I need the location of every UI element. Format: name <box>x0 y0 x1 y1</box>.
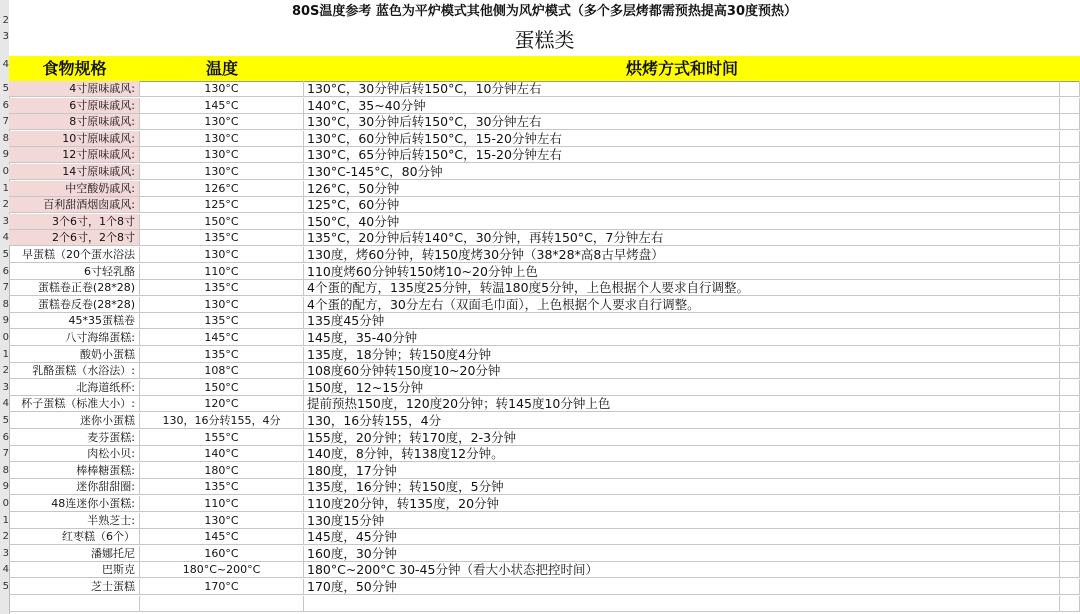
food-cell[interactable]: 芝士蛋糕 <box>9 579 140 595</box>
food-cell[interactable]: 迷你小蛋糕 <box>9 413 140 429</box>
row-number[interactable]: 5 <box>2 250 9 260</box>
empty-cell[interactable] <box>1060 396 1080 412</box>
empty-cell[interactable] <box>1060 164 1080 180</box>
row-number[interactable]: 4 <box>2 565 9 576</box>
temperature-cell[interactable]: 140°C <box>140 446 304 462</box>
temperature-cell[interactable]: 150°C <box>140 380 304 396</box>
empty-cell[interactable] <box>1060 546 1080 562</box>
row-number[interactable]: 4 <box>2 60 9 70</box>
row-number[interactable]: 9 <box>2 316 9 327</box>
empty-cell[interactable] <box>1060 446 1080 462</box>
row-number[interactable]: 8 <box>2 133 9 144</box>
method-cell[interactable]: 110度烤60分钟转150烤10~20分钟上色 <box>304 264 1060 280</box>
food-cell[interactable]: 杯子蛋糕（标准大小）: <box>9 396 140 412</box>
method-cell[interactable]: 130°C，30分钟后转150°C，10分钟左右 <box>304 81 1060 97</box>
food-cell[interactable]: 红枣糕（6个） <box>9 529 140 545</box>
row-number[interactable]: 5 <box>2 582 9 592</box>
method-cell[interactable]: 140°C，35~40分钟 <box>304 98 1060 114</box>
row-number[interactable]: 9 <box>2 150 9 161</box>
temperature-cell[interactable]: 130°C <box>140 247 304 263</box>
method-cell[interactable]: 126°C，50分钟 <box>304 181 1060 197</box>
food-cell[interactable]: 百利甜酒烟囱戚风: <box>9 197 140 213</box>
method-cell[interactable]: 130，16分转155，4分 <box>304 413 1060 429</box>
empty-cell[interactable] <box>1060 596 1080 612</box>
method-cell[interactable]: 110度20分钟，转135度，20分钟 <box>304 496 1060 512</box>
empty-cell[interactable] <box>1060 513 1080 529</box>
temperature-cell[interactable]: 135°C <box>140 347 304 363</box>
temperature-cell[interactable]: 170°C <box>140 579 304 595</box>
temperature-cell[interactable]: 110°C <box>140 264 304 280</box>
empty-cell[interactable] <box>1060 463 1080 479</box>
temperature-cell[interactable]: 155°C <box>140 430 304 446</box>
header-baking-method[interactable]: 烘烤方式和时间 <box>304 56 1061 82</box>
temperature-cell[interactable]: 135°C <box>140 313 304 329</box>
food-cell[interactable]: 棒棒糖蛋糕: <box>9 463 140 479</box>
temperature-cell[interactable]: 145°C <box>140 330 304 346</box>
food-cell[interactable]: 2个6寸，2个8寸 <box>9 230 140 246</box>
method-cell[interactable]: 130°C，60分钟后转150°C，15-20分钟左右 <box>304 131 1060 147</box>
food-cell[interactable]: 45*35蛋糕卷 <box>9 313 140 329</box>
method-cell[interactable]: 130°C-145°C，80分钟 <box>304 164 1060 180</box>
empty-cell[interactable] <box>1060 264 1080 280</box>
empty-cell[interactable] <box>304 596 1060 612</box>
empty-cell[interactable] <box>1060 413 1080 429</box>
row-number[interactable]: 6 <box>2 266 9 277</box>
method-cell[interactable]: 150°C，40分钟 <box>304 214 1060 230</box>
empty-cell[interactable] <box>1060 230 1080 246</box>
row-number[interactable]: 2 <box>2 532 9 543</box>
method-cell[interactable]: 4个蛋的配方，135度25分钟，转温180度5分钟，上色根据个人要求自行调整。 <box>304 280 1060 296</box>
method-cell[interactable]: 130°C，30分钟后转150°C，30分钟左右 <box>304 114 1060 130</box>
temperature-cell[interactable]: 108°C <box>140 363 304 379</box>
method-cell[interactable]: 180°C~200°C 30-45分钟（看大小状态把控时间） <box>304 562 1060 578</box>
row-number[interactable]: 2 <box>2 200 9 211</box>
food-cell[interactable]: 14寸原味戚风: <box>9 164 140 180</box>
food-cell[interactable]: 早蛋糕（20个蛋水浴法 <box>9 247 140 263</box>
row-number[interactable]: 3 <box>2 548 9 559</box>
temperature-cell[interactable]: 120°C <box>140 396 304 412</box>
empty-cell[interactable] <box>1060 529 1080 545</box>
temperature-cell[interactable]: 130°C <box>140 164 304 180</box>
food-cell[interactable]: 6寸轻乳酪 <box>9 264 140 280</box>
method-cell[interactable]: 160度，30分钟 <box>304 546 1060 562</box>
food-cell[interactable]: 10寸原味戚风: <box>9 131 140 147</box>
empty-cell[interactable] <box>1060 181 1080 197</box>
row-number[interactable]: 6 <box>2 100 9 111</box>
row-number[interactable]: 1 <box>2 515 9 526</box>
temperature-cell[interactable]: 135°C <box>140 230 304 246</box>
method-cell[interactable]: 135度，16分钟；转150度，5分钟 <box>304 479 1060 495</box>
empty-cell[interactable] <box>9 596 140 612</box>
food-cell[interactable]: 北海道纸杯: <box>9 380 140 396</box>
empty-cell[interactable] <box>1060 347 1080 363</box>
empty-cell[interactable] <box>1060 496 1080 512</box>
method-cell[interactable]: 125°C，60分钟 <box>304 197 1060 213</box>
method-cell[interactable]: 145度，45分钟 <box>304 529 1060 545</box>
food-cell[interactable]: 巴斯克 <box>9 562 140 578</box>
header-temperature[interactable]: 温度 <box>140 56 305 82</box>
food-cell[interactable]: 肉松小贝: <box>9 446 140 462</box>
temperature-cell[interactable]: 130，16分转155，4分 <box>140 413 304 429</box>
method-cell[interactable]: 135度45分钟 <box>304 313 1060 329</box>
method-cell[interactable]: 140度，8分钟，转138度12分钟。 <box>304 446 1060 462</box>
note-cell[interactable]: 80S温度参考 蓝色为平炉模式其他侧为风炉模式（多个多层烤都需预热提高30度预热） <box>9 0 1080 25</box>
temperature-cell[interactable]: 130°C <box>140 147 304 163</box>
temperature-cell[interactable]: 130°C <box>140 513 304 529</box>
food-cell[interactable]: 酸奶小蛋糕 <box>9 347 140 363</box>
row-number[interactable]: 5 <box>2 84 9 94</box>
temperature-cell[interactable]: 110°C <box>140 496 304 512</box>
food-cell[interactable]: 麦芬蛋糕: <box>9 430 140 446</box>
temperature-cell[interactable]: 130°C <box>140 131 304 147</box>
method-cell[interactable]: 4个蛋的配方，30分左右（双面毛巾面），上色根据个人要求自行调整。 <box>304 297 1060 313</box>
header-empty-cell[interactable] <box>1060 56 1080 82</box>
row-number[interactable]: 9 <box>2 482 9 493</box>
row-number[interactable]: 3 <box>2 382 9 393</box>
empty-cell[interactable] <box>1060 280 1080 296</box>
method-cell[interactable]: 提前预热150度，120度20分钟；转145度10分钟上色 <box>304 396 1060 412</box>
row-number[interactable]: 4 <box>2 233 9 244</box>
method-cell[interactable]: 135度，18分钟；转150度4分钟 <box>304 347 1060 363</box>
empty-cell[interactable] <box>1060 114 1080 130</box>
food-cell[interactable]: 4寸原味戚风: <box>9 81 140 97</box>
food-cell[interactable]: 3个6寸，1个8寸 <box>9 214 140 230</box>
row-number[interactable]: 0 <box>2 333 9 343</box>
temperature-cell[interactable]: 135°C <box>140 479 304 495</box>
food-cell[interactable]: 蛋糕卷反卷(28*28) <box>9 297 140 313</box>
method-cell[interactable]: 180度，17分钟 <box>304 463 1060 479</box>
empty-cell[interactable] <box>140 596 304 612</box>
row-number[interactable]: 1 <box>2 349 9 360</box>
empty-cell[interactable] <box>1060 380 1080 396</box>
method-cell[interactable]: 135°C，20分钟后转140°C，30分钟，再转150°C，7分钟左右 <box>304 230 1060 246</box>
category-title-cell[interactable]: 蛋糕类 <box>9 24 1080 57</box>
temperature-cell[interactable]: 180°C~200°C <box>140 562 304 578</box>
header-food-spec[interactable]: 食物规格 <box>9 56 141 82</box>
row-number[interactable]: 7 <box>2 449 9 460</box>
method-cell[interactable]: 145度，35-40分钟 <box>304 330 1060 346</box>
empty-cell[interactable] <box>1060 131 1080 147</box>
empty-cell[interactable] <box>1060 214 1080 230</box>
empty-cell[interactable] <box>1060 147 1080 163</box>
row-number[interactable]: 4 <box>2 399 9 410</box>
food-cell[interactable]: 乳酪蛋糕（水浴法）: <box>9 363 140 379</box>
row-number[interactable]: 8 <box>2 299 9 310</box>
temperature-cell[interactable]: 180°C <box>140 463 304 479</box>
temperature-cell[interactable]: 145°C <box>140 98 304 114</box>
row-number[interactable]: 2 <box>2 366 9 377</box>
temperature-cell[interactable]: 125°C <box>140 197 304 213</box>
empty-cell[interactable] <box>1060 363 1080 379</box>
temperature-cell[interactable]: 160°C <box>140 546 304 562</box>
method-cell[interactable]: 130°C，65分钟后转150°C，15-20分钟左右 <box>304 147 1060 163</box>
food-cell[interactable]: 8寸原味戚风: <box>9 114 140 130</box>
food-cell[interactable]: 蛋糕卷正卷(28*28) <box>9 280 140 296</box>
temperature-cell[interactable]: 130°C <box>140 297 304 313</box>
row-number[interactable]: 0 <box>2 499 9 509</box>
method-cell[interactable]: 130度15分钟 <box>304 513 1060 529</box>
empty-cell[interactable] <box>1060 297 1080 313</box>
row-number[interactable]: 1 <box>2 183 9 194</box>
food-cell[interactable]: 中空酸奶戚风: <box>9 181 140 197</box>
food-cell[interactable]: 6寸原味戚风: <box>9 98 140 114</box>
temperature-cell[interactable]: 126°C <box>140 181 304 197</box>
method-cell[interactable]: 108度60分钟转150度10~20分钟 <box>304 363 1060 379</box>
empty-cell[interactable] <box>1060 579 1080 595</box>
empty-cell[interactable] <box>1060 562 1080 578</box>
row-number[interactable]: 8 <box>2 465 9 476</box>
empty-cell[interactable] <box>1060 197 1080 213</box>
temperature-cell[interactable]: 145°C <box>140 529 304 545</box>
food-cell[interactable]: 48连迷你小蛋糕: <box>9 496 140 512</box>
empty-cell[interactable] <box>1060 430 1080 446</box>
food-cell[interactable]: 半熟芝士: <box>9 513 140 529</box>
row-number[interactable]: 0 <box>2 167 9 177</box>
food-cell[interactable]: 八寸海绵蛋糕: <box>9 330 140 346</box>
row-number[interactable]: 5 <box>2 416 9 426</box>
temperature-cell[interactable]: 150°C <box>140 214 304 230</box>
temperature-cell[interactable]: 130°C <box>140 114 304 130</box>
food-cell[interactable]: 12寸原味戚风: <box>9 147 140 163</box>
row-number[interactable]: 7 <box>2 283 9 294</box>
food-cell[interactable]: 迷你甜甜圈: <box>9 479 140 495</box>
empty-cell[interactable] <box>1060 479 1080 495</box>
row-number[interactable]: 7 <box>2 117 9 128</box>
empty-cell[interactable] <box>1060 247 1080 263</box>
method-cell[interactable]: 150度，12~15分钟 <box>304 380 1060 396</box>
method-cell[interactable]: 155度，20分钟；转170度，2-3分钟 <box>304 430 1060 446</box>
row-number[interactable]: 2 <box>2 16 9 26</box>
method-cell[interactable]: 170度，50分钟 <box>304 579 1060 595</box>
empty-cell[interactable] <box>1060 98 1080 114</box>
empty-cell[interactable] <box>1060 313 1080 329</box>
row-number[interactable]: 3 <box>2 216 9 227</box>
row-number[interactable]: 6 <box>2 432 9 443</box>
empty-cell[interactable] <box>1060 330 1080 346</box>
temperature-cell[interactable]: 130°C <box>140 81 304 97</box>
method-cell[interactable]: 130度，烤60分钟，转150度烤30分钟（38*28*高8古早烤盘） <box>304 247 1060 263</box>
empty-cell[interactable] <box>1060 81 1080 97</box>
food-cell[interactable]: 潘娜托尼 <box>9 546 140 562</box>
row-number[interactable]: 3 <box>2 32 9 42</box>
temperature-cell[interactable]: 135°C <box>140 280 304 296</box>
